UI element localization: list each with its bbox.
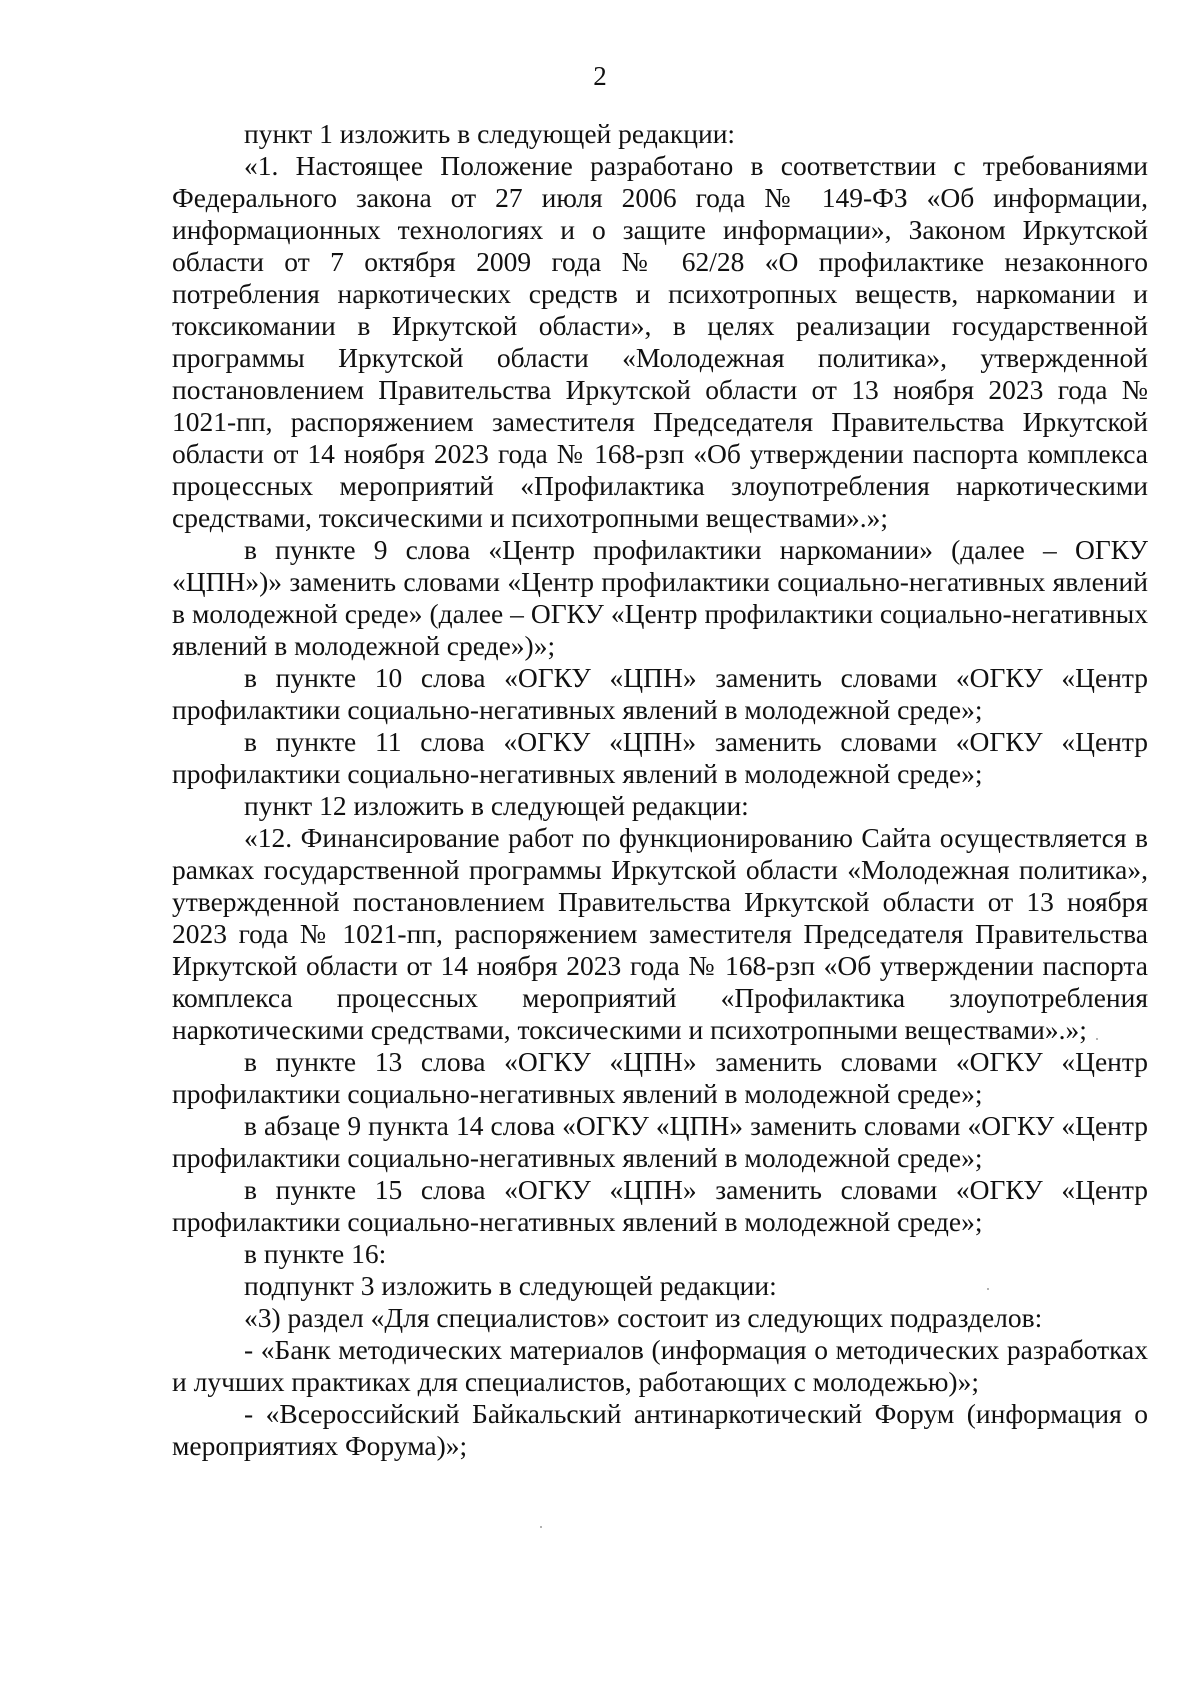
- paragraph-amend-item-14: в абзаце 9 пункта 14 слова «ОГКУ «ЦПН» заменить словами «ОГКУ «Центр профилактики социально-негативных явлений в молодежной среде»;: [172, 1110, 1148, 1173]
- paragraph-amend-item-9: в пункте 9 слова «Центр профилактики наркомании» (далее – ОГКУ «ЦПН»)» заменить словами «Центр профилактики социально-негативных явлений в молодежной среде» (далее – ОГКУ «Центр профилактики социально-негативных явлений в молодежной среде»)»;: [172, 534, 1148, 661]
- paragraph-item-1-text: «1. Настоящее Положение разработано в соответствии с требованиями Федерального закона от 27 июля 2006 года № 149-ФЗ «Об информации, информационных технологиях и о защите информации», Законом Иркутской области от 7 октября 2009 года № 62/28 «О профилактике незаконного потребления наркотических средств и психотропных веществ, наркомании и токсикомании в Иркутской области», в целях реализации государственной программы Иркутской области «Молодежная политика», утвержденной постановлением Правительства Иркутской области от 13 ноября 2023 года № 1021-пп, распоряжением заместителя Председателя Правительства Иркутской области от 14 ноября 2023 года № 168-рзп «Об утверждении паспорта комплекса процессных мероприятий «Профилактика злоупотребления наркотическими средствами, токсическими и психотропными веществами».»;: [172, 150, 1148, 533]
- paragraph-subitem-3-intro: подпункт 3 изложить в следующей редакции:: [244, 1270, 777, 1301]
- page-number: 2: [593, 61, 607, 91]
- document-body: [172, 118, 1148, 1462]
- paragraph-amend-item-1-intro: пункт 1 изложить в следующей редакции:: [244, 118, 736, 149]
- paragraph-amend-item-16-intro: в пункте 16:: [244, 1238, 387, 1269]
- paragraph-item-12-text: «12. Финансирование работ по функционированию Сайта осуществляется в рамках государственной программы Иркутской области «Молодежная политика», утвержденной постановлением Правительства Иркутской области от 13 ноября 2023 года № 1021-пп, распоряжением заместителя Председателя Правительства Иркутской области от 14 ноября 2023 года № 168-рзп «Об утверждении паспорта комплекса процессных мероприятий «Профилактика злоупотребления наркотическими средствами, токсическими и психотропными веществами».»;: [172, 822, 1148, 1045]
- paragraph-subitem-3-text: «3) раздел «Для специалистов» состоит из следующих подразделов:: [244, 1302, 1043, 1333]
- scan-speck: [540, 1526, 542, 1528]
- scan-speck: [987, 1288, 989, 1290]
- paragraph-amend-item-11: в пункте 11 слова «ОГКУ «ЦПН» заменить словами «ОГКУ «Центр профилактики социально-негативных явлений в молодежной среде»;: [172, 726, 1148, 789]
- scan-speck: [1096, 1038, 1098, 1040]
- list-item-baikal-forum: - «Всероссийский Байкальский антинаркотический Форум (информация о мероприятиях Форума)»;: [172, 1398, 1148, 1461]
- paragraph-amend-item-10: в пункте 10 слова «ОГКУ «ЦПН» заменить словами «ОГКУ «Центр профилактики социально-негативных явлений в молодежной среде»;: [172, 662, 1148, 725]
- paragraph-amend-item-15: в пункте 15 слова «ОГКУ «ЦПН» заменить словами «ОГКУ «Центр профилактики социально-негативных явлений в молодежной среде»;: [172, 1174, 1148, 1237]
- paragraph-amend-item-13: в пункте 13 слова «ОГКУ «ЦПН» заменить словами «ОГКУ «Центр профилактики социально-негативных явлений в молодежной среде»;: [172, 1046, 1148, 1109]
- paragraph-amend-item-12-intro: пункт 12 изложить в следующей редакции:: [244, 790, 749, 821]
- list-item-methodical-bank: - «Банк методических материалов (информация о методических разработках и лучших практиках для специалистов, работающих с молодежью)»;: [172, 1334, 1148, 1397]
